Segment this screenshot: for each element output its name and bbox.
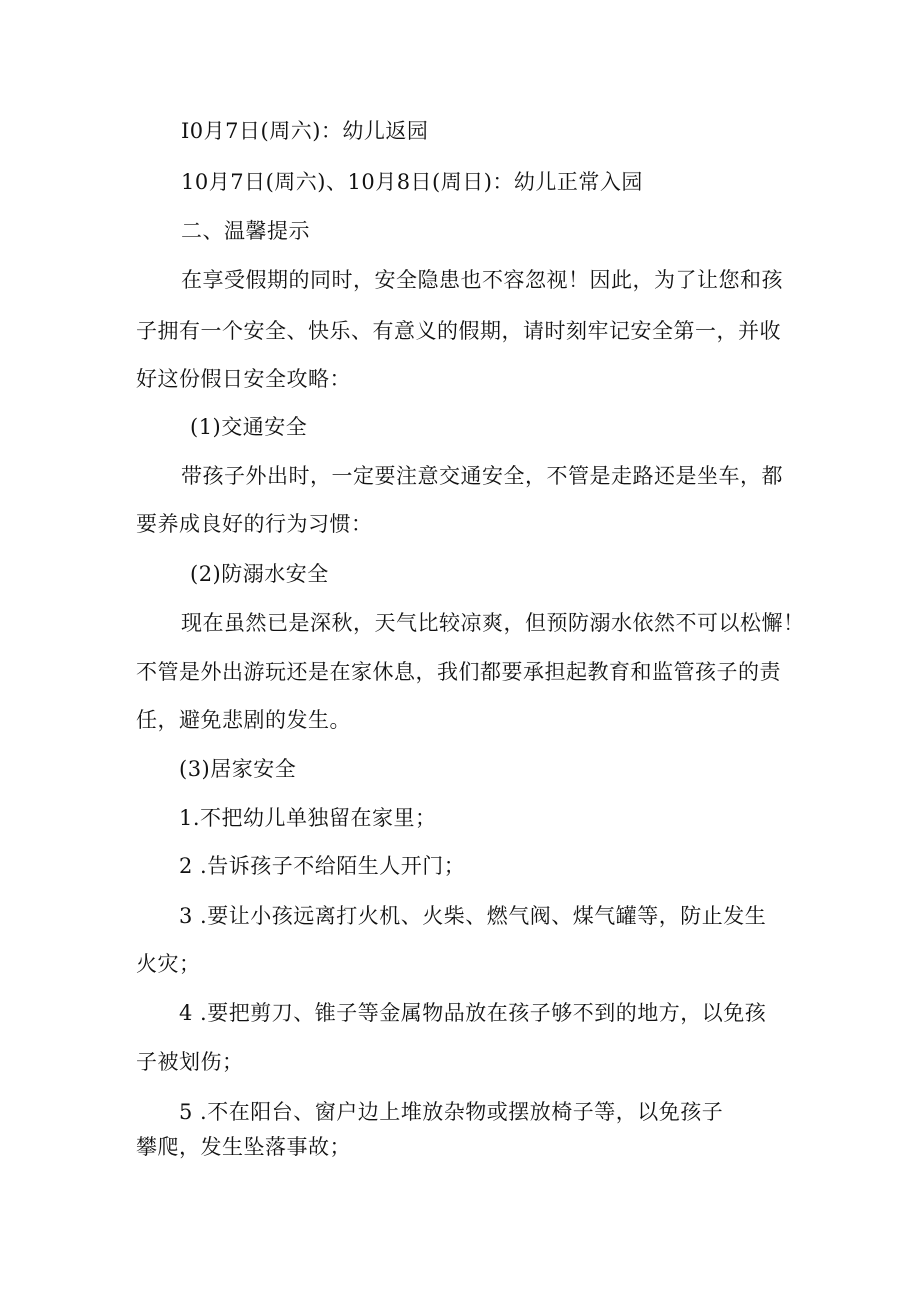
subheading-traffic-safety: (1)交通安全 (190, 415, 308, 439)
paragraph-line: 在享受假期的同时，安全隐患也不容忽视！因此，为了让您和孩 (181, 268, 783, 292)
paragraph-line: 任，避免悲剧的发生。 (136, 708, 351, 732)
paragraph-line: 子拥有一个安全、快乐、有意义的假期，请时刻牢记安全第一，并收 (136, 319, 781, 343)
list-item: 3 .要让小孩远离打火机、火柴、燃气阀、煤气罐等，防止发生 (179, 904, 767, 928)
list-item: 5 .不在阳台、窗户边上堆放杂物或摆放椅子等，以免孩子 (179, 1100, 724, 1124)
subheading-drowning-safety: (2)防溺水安全 (190, 562, 329, 586)
schedule-normal-line: 10月7日(周六)、10月8日(周日)：幼儿正常入园 (181, 170, 643, 194)
paragraph-line: 要养成良好的行为习惯： (136, 512, 373, 536)
list-item-continuation: 火灾； (136, 952, 201, 976)
paragraph-line: 带孩子外出时，一定要注意交通安全，不管是走路还是坐车，都 (181, 464, 783, 488)
list-item-continuation: 子被划伤； (136, 1050, 244, 1074)
list-item: 4 .要把剪刀、锥子等金属物品放在孩子够不到的地方，以免孩 (179, 1001, 767, 1025)
paragraph-line: 现在虽然已是深秋，天气比较凉爽，但预防溺水依然不可以松懈！ (181, 611, 805, 635)
section-heading-tips: 二、温馨提示 (181, 219, 310, 243)
paragraph-line: 不管是外出游玩还是在家休息，我们都要承担起教育和监管孩子的责 (136, 660, 781, 684)
list-item: 1.不把幼儿单独留在家里； (179, 806, 437, 830)
list-item-continuation: 攀爬，发生坠落事故； (136, 1135, 351, 1159)
paragraph-line: 好这份假日安全攻略： (136, 367, 351, 391)
list-item: 2 .告诉孩子不给陌生人开门； (179, 854, 466, 878)
subheading-home-safety: (3)居家安全 (179, 757, 297, 781)
schedule-return-line: I0月7日(周六)：幼儿返园 (181, 119, 429, 143)
